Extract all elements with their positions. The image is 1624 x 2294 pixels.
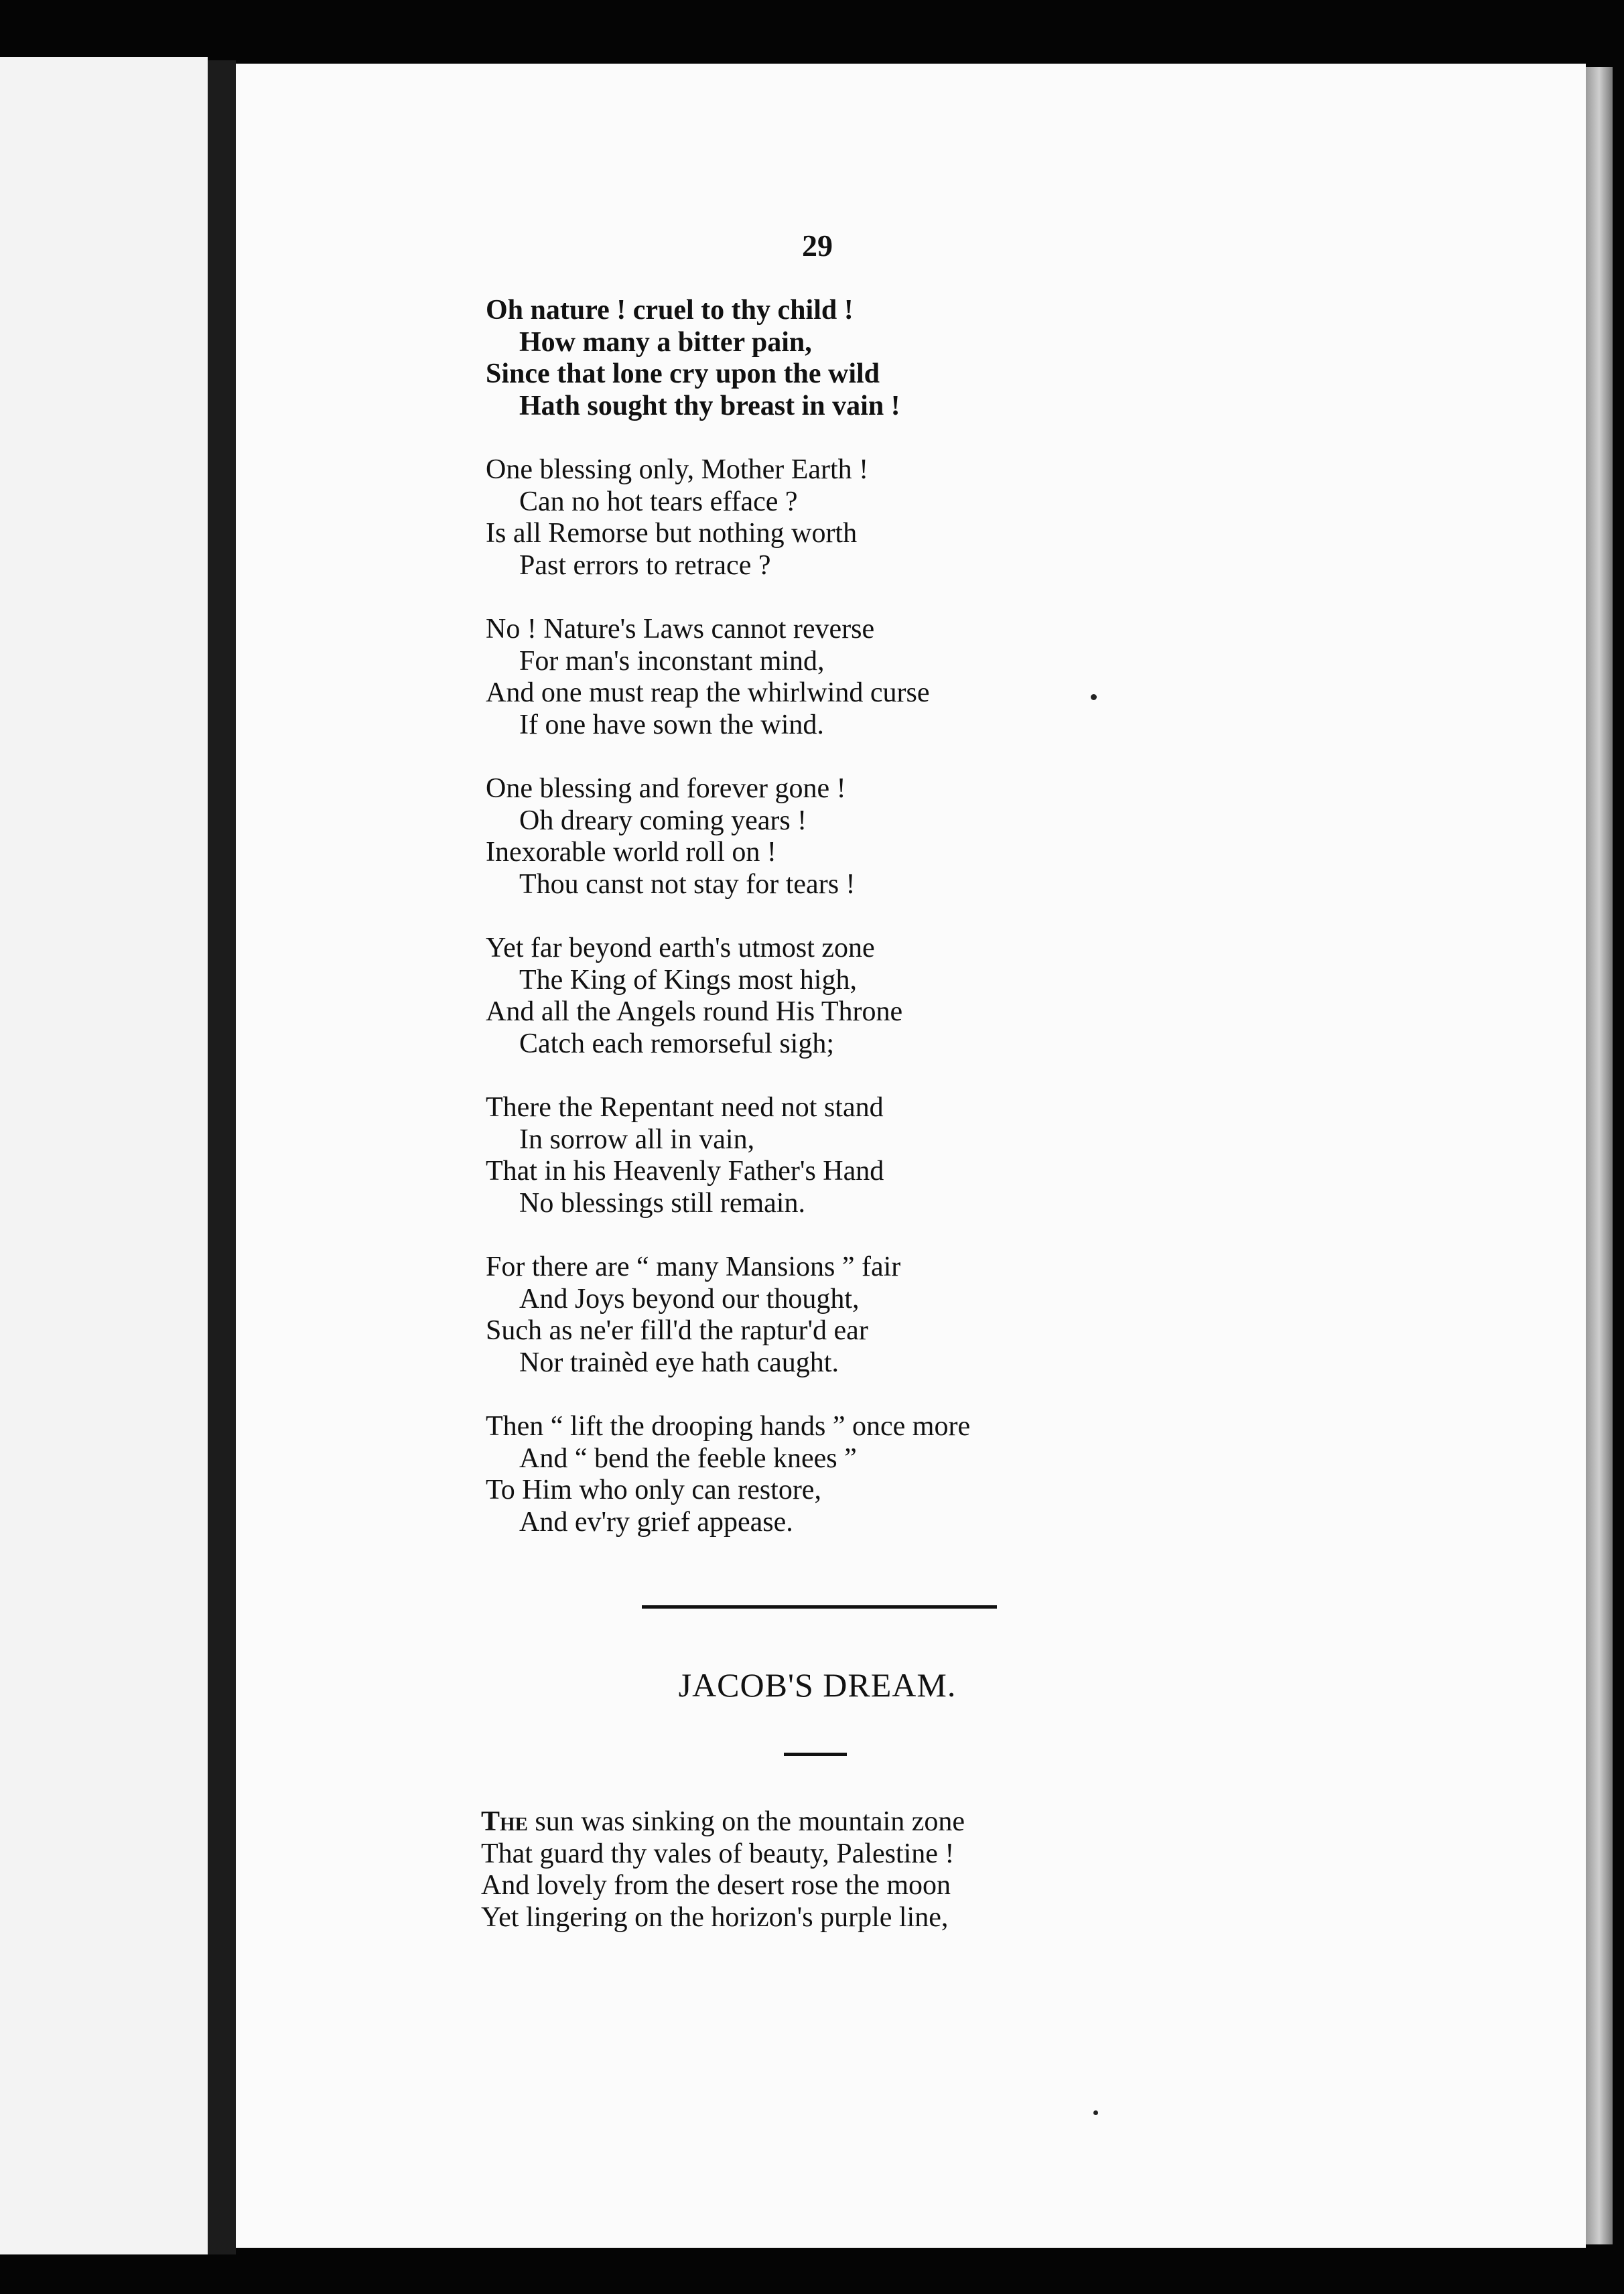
- poem-line: Such as ne'er fill'd the raptur'd ear: [486, 1315, 868, 1346]
- poem-line: Nor trainèd eye hath caught.: [519, 1347, 839, 1378]
- ink-speck: [1093, 2110, 1098, 2115]
- poem-line: For there are “ many Mansions ” fair: [486, 1252, 901, 1282]
- stanza: [486, 1411, 1357, 1538]
- poem-line: Hath sought thy breast in vain !: [519, 390, 900, 421]
- poem-line: There the Repentant need not stand: [486, 1092, 884, 1123]
- poem-line: And all the Angels round His Throne: [486, 996, 903, 1027]
- opening-line-2: That guard thy vales of beauty, Palestine !: [481, 1838, 955, 1869]
- poem-line: Then “ lift the drooping hands ” once more: [486, 1411, 971, 1442]
- poem-body: [486, 295, 1357, 1570]
- poem-line: And “ bend the feeble knees ”: [519, 1442, 857, 1474]
- poem-title: JACOB'S DREAM.: [678, 1666, 957, 1704]
- stanza: [486, 295, 1357, 422]
- stanza: [486, 773, 1357, 900]
- poem-line: And Joys beyond our thought,: [519, 1283, 860, 1314]
- poem-line: Oh nature ! cruel to thy child !: [486, 295, 854, 326]
- stanza: [486, 454, 1357, 582]
- poem-line: For man's inconstant mind,: [519, 645, 825, 677]
- stanza: [486, 1252, 1357, 1379]
- poem-line: That in his Heavenly Father's Hand: [486, 1156, 884, 1187]
- poem-line: The King of Kings most high,: [519, 964, 857, 996]
- poem-line: Is all Remorse but nothing worth: [486, 518, 858, 549]
- book-gutter: [208, 60, 236, 2254]
- poem-line: And ev'ry grief appease.: [519, 1506, 793, 1538]
- facing-page: [0, 57, 208, 2254]
- poem-line: Yet far beyond earth's utmost zone: [486, 933, 875, 963]
- poem-line: One blessing only, Mother Earth !: [486, 454, 869, 485]
- opening-line-4: Yet lingering on the horizon's purple line,: [481, 1901, 949, 1933]
- poem-line: Thou canst not stay for tears !: [519, 868, 856, 900]
- stanza: [486, 1092, 1357, 1219]
- poem-line: One blessing and forever gone !: [486, 773, 846, 804]
- poem-line: And one must reap the whirlwind curse: [486, 677, 930, 708]
- opening-line-1-text: sun was sinking on the mountain zone: [527, 1806, 965, 1837]
- ink-speck: [1091, 694, 1097, 700]
- poem-opening: [481, 1806, 1365, 1934]
- poem-line: Can no hot tears efface ?: [519, 486, 798, 517]
- stanza: [486, 614, 1357, 741]
- poem-line: No blessings still remain.: [519, 1187, 805, 1219]
- title-rule: [784, 1753, 847, 1756]
- poem-line: No ! Nature's Laws cannot reverse: [486, 614, 875, 645]
- poem-line: Oh dreary coming years !: [519, 805, 807, 836]
- drop-word: The: [481, 1806, 528, 1837]
- poem-line: Catch each remorseful sigh;: [519, 1028, 834, 1059]
- section-divider: [642, 1605, 997, 1609]
- poem-line: Since that lone cry upon the wild: [486, 358, 880, 389]
- stanza: [486, 933, 1357, 1060]
- poem-line: Past errors to retrace ?: [519, 549, 771, 581]
- poem-line: How many a bitter pain,: [519, 326, 812, 358]
- page-number: 29: [802, 228, 833, 263]
- opening-line-1: [481, 1806, 1365, 1838]
- page-edge: [1586, 67, 1613, 2244]
- opening-line-3: And lovely from the desert rose the moon: [481, 1870, 951, 1901]
- poem-line: If one have sown the wind.: [519, 709, 824, 740]
- poem-line: Inexorable world roll on !: [486, 837, 776, 868]
- poem-line: To Him who only can restore,: [486, 1475, 821, 1505]
- poem-line: In sorrow all in vain,: [519, 1124, 755, 1155]
